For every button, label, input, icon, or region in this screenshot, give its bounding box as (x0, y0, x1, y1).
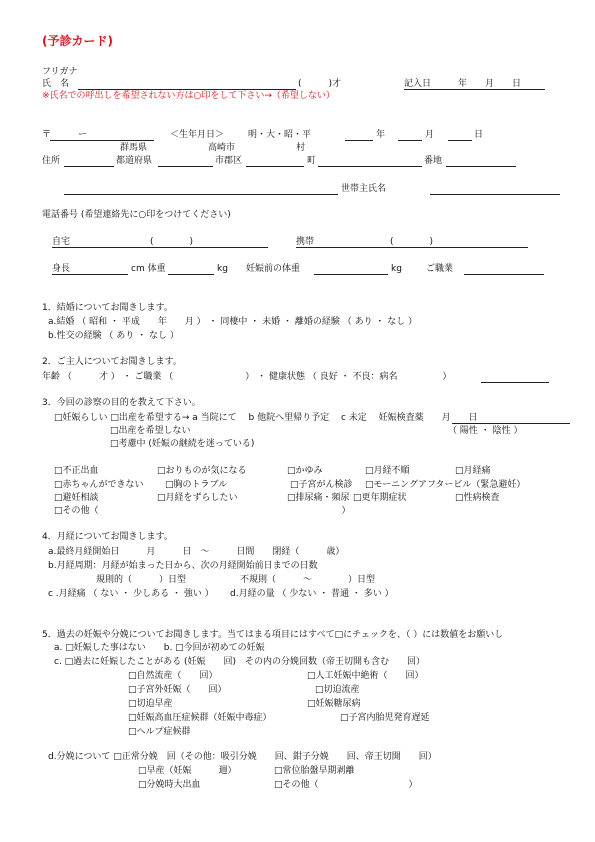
q3-opt[interactable]: □更年期症状 (353, 493, 407, 503)
birth-month-label: 月 (425, 130, 435, 140)
mobile-phone-field[interactable] (296, 247, 528, 248)
q4-last-period[interactable]: a.最終月経開始日 月 日 〜 日間 閉経（ 歳） (48, 547, 345, 557)
pre-weight-label: 妊娠前の体重 (246, 264, 301, 274)
birth-year-label: 年 (376, 130, 386, 140)
entry-date-line[interactable] (404, 89, 545, 90)
phone-heading: 電話番号 (希望連絡先に○印をつけてください) (42, 210, 231, 220)
q3-line2[interactable]: □出産を希望しない (110, 426, 191, 436)
entry-date: 記入日 年 月 日 (404, 79, 522, 89)
q5-other[interactable]: □その他（ ） (274, 780, 418, 790)
birth-day-label: 日 (474, 130, 484, 140)
height-field[interactable] (52, 274, 128, 275)
householder-label: 世帯主氏名 (341, 184, 387, 194)
q2-line[interactable]: 年齢 （ 才 ） ・ ご職業 （ ） ・ 健康状態 （ 良好 ・ 不良：病名 ） (42, 372, 452, 382)
q5-item[interactable]: □人工妊娠中絶術（ 回） (307, 671, 424, 681)
q3-opt[interactable]: □かゆみ (287, 466, 323, 476)
q3-opt[interactable]: □月経をずらしたい (157, 493, 238, 503)
kg2-label: kg (391, 264, 402, 274)
call-note: ※氏名での呼出しを希望されない方は○印をして下さい→（希望しない） (42, 91, 335, 101)
q3-line1[interactable]: □妊娠らしい □出産を希望する→ a 当院にて b 他院へ里帰り予定 c 未定 妊娠検査薬 月 日 (54, 413, 478, 423)
q3-opt[interactable]: □赤ちゃんができない (54, 480, 144, 490)
q5-a[interactable]: a. □妊娠した事はない b. □今回が初めての妊娠 (54, 643, 265, 653)
address-line-5[interactable] (446, 166, 516, 167)
q3-opt[interactable]: □避妊相談 (54, 493, 99, 503)
q1-marriage[interactable]: a.結婚 （ 昭和 ・ 平成 年 月 ） ・ 同棲中 ・ 未婚 ・ 離婚の経験 （ あり ・ なし ） (48, 317, 418, 327)
height-label: 身長 (52, 264, 71, 274)
home-area: ( ) (150, 237, 194, 247)
mobile-label: 携帯 (296, 237, 315, 247)
q4-pain-amount[interactable]: c .月経痛 （ ない ・ 少しある ・ 強い ） d.月経の量 （ 少ない ・ 普通 ・ 多い ） (48, 589, 394, 599)
home-phone-field[interactable] (52, 247, 268, 248)
mobile-area: ( ) (390, 237, 434, 247)
q3-heading: 3．今回の診察の目的を教えて下さい。 (42, 398, 201, 408)
kg-label: kg (217, 264, 228, 274)
q1-heading: 1．結婚についてお聞きします。 (42, 303, 173, 313)
birth-month-line[interactable] (398, 140, 422, 141)
pref-label: 都道府県 (116, 156, 153, 166)
postal-field[interactable] (50, 140, 154, 141)
number-label: 番地 (424, 156, 443, 166)
address-line-4[interactable] (318, 166, 422, 167)
q3-opt[interactable]: □モーニングアフタービル（緊急避妊） (365, 480, 526, 490)
era-options[interactable]: 明・大・昭・平 (248, 130, 312, 140)
prefecture-sample: 群馬県 (120, 143, 148, 153)
address-label: 住所 (42, 156, 61, 166)
q5-hemorrhage[interactable]: □分娩時大出血 (138, 780, 201, 790)
q5-item[interactable]: □妊娠高血圧症候群（妊娠中毒症） (128, 713, 272, 723)
q5-item[interactable]: □妊娠糖尿病 (307, 699, 361, 709)
q5-abruption[interactable]: □常位胎盤早期剥離 (274, 766, 355, 776)
q5-item[interactable]: □子宮外妊娠（ 回） (128, 685, 227, 695)
q3-line3[interactable]: □考慮中 (妊娠の継続を迷っている) (110, 439, 255, 449)
pre-weight-field[interactable] (314, 274, 388, 275)
q4-cycle: b.月経周期：月経が始まった日から、次の月経開始前日までの日数 (48, 561, 318, 571)
q4-heading: 4．月経についてお聞きします。 (42, 532, 173, 542)
q3-opt[interactable]: □月経痛 (455, 466, 491, 476)
q3-opt[interactable]: □排尿痛・頻尿 (287, 493, 350, 503)
q2-disease-line[interactable] (481, 382, 549, 383)
householder-field[interactable] (430, 194, 560, 195)
q5-item[interactable]: □自然流産（ 回） (128, 671, 218, 681)
q2-heading: 2．ご主人についてお聞きします。 (42, 357, 182, 367)
q1-intercourse[interactable]: b.性交の経験 （ あり ・ なし ） (48, 331, 179, 341)
town-label: 町 (307, 156, 317, 166)
furigana-label: フリガナ (42, 67, 78, 77)
card-title: (予診カード) (42, 34, 113, 48)
q5-item[interactable]: □子宮内胎児発育遅延 (340, 713, 430, 723)
q5-item[interactable]: □ヘルプ症候群 (128, 727, 191, 737)
address-line-3[interactable] (246, 166, 304, 167)
q3-opt[interactable]: □胸のトラブル (165, 480, 228, 490)
occupation-field[interactable] (464, 274, 544, 275)
pregnancy-test-line[interactable] (452, 423, 570, 424)
home-label: 自宅 (52, 237, 71, 247)
q5-preterm[interactable]: □早産（妊娠 週） (138, 766, 237, 776)
q5-heading: 5．過去の妊娠や分娩についてお聞きします。当てはまる項目にはすべて□にチェックを、（ ）には数値をお願いし (42, 630, 504, 640)
weight-field[interactable] (168, 274, 214, 275)
name-field[interactable] (78, 89, 296, 90)
occupation-label: ご職業 (426, 264, 454, 274)
q3-test-result[interactable]: （ 陽性 ・ 陰性 ） (448, 426, 523, 436)
q3-opt[interactable]: □子宮がん検診 (290, 480, 353, 490)
city-sample: 高崎市 (208, 143, 236, 153)
address-extra-line[interactable] (64, 194, 338, 195)
address-line-1[interactable] (64, 166, 114, 167)
q4-cycle-type[interactable]: 規則的（ ）日型 不規則（ 〜 ）日型 (96, 575, 376, 585)
age-field: ( )才 (298, 79, 342, 89)
address-line-2[interactable] (158, 166, 213, 167)
q5-delivery[interactable]: d.分娩について □正常分娩 回（その他：吸引分娩 回、鉗子分娩 回、帝王切開 回） (48, 752, 437, 762)
name-label: 氏 名 (42, 79, 70, 89)
birth-year-line[interactable] (345, 140, 373, 141)
q3-opt-other[interactable]: □その他（ ） (54, 506, 351, 516)
q5-item[interactable]: □切迫流産 (315, 685, 360, 695)
q5-c[interactable]: c. □過去に妊娠したことがある (妊娠 回) その内の分娩回数（帝王切開も含む 回） (54, 657, 426, 667)
q3-opt[interactable]: □性病検査 (455, 493, 500, 503)
cm-weight-label: cm 体重 (131, 264, 166, 274)
city-label: 市郡区 (215, 156, 243, 166)
q3-opt[interactable]: □不正出血 (54, 466, 99, 476)
village-sample: 村 (296, 143, 306, 153)
q3-opt[interactable]: □月経不順 (365, 466, 410, 476)
birth-day-line[interactable] (448, 140, 472, 141)
q5-item[interactable]: □切迫早産 (128, 699, 173, 709)
birthday-label: ＜生年月日＞ (170, 130, 225, 140)
postal-label: 〒 ー (42, 130, 88, 140)
q3-opt[interactable]: □おりものが気になる (157, 466, 247, 476)
